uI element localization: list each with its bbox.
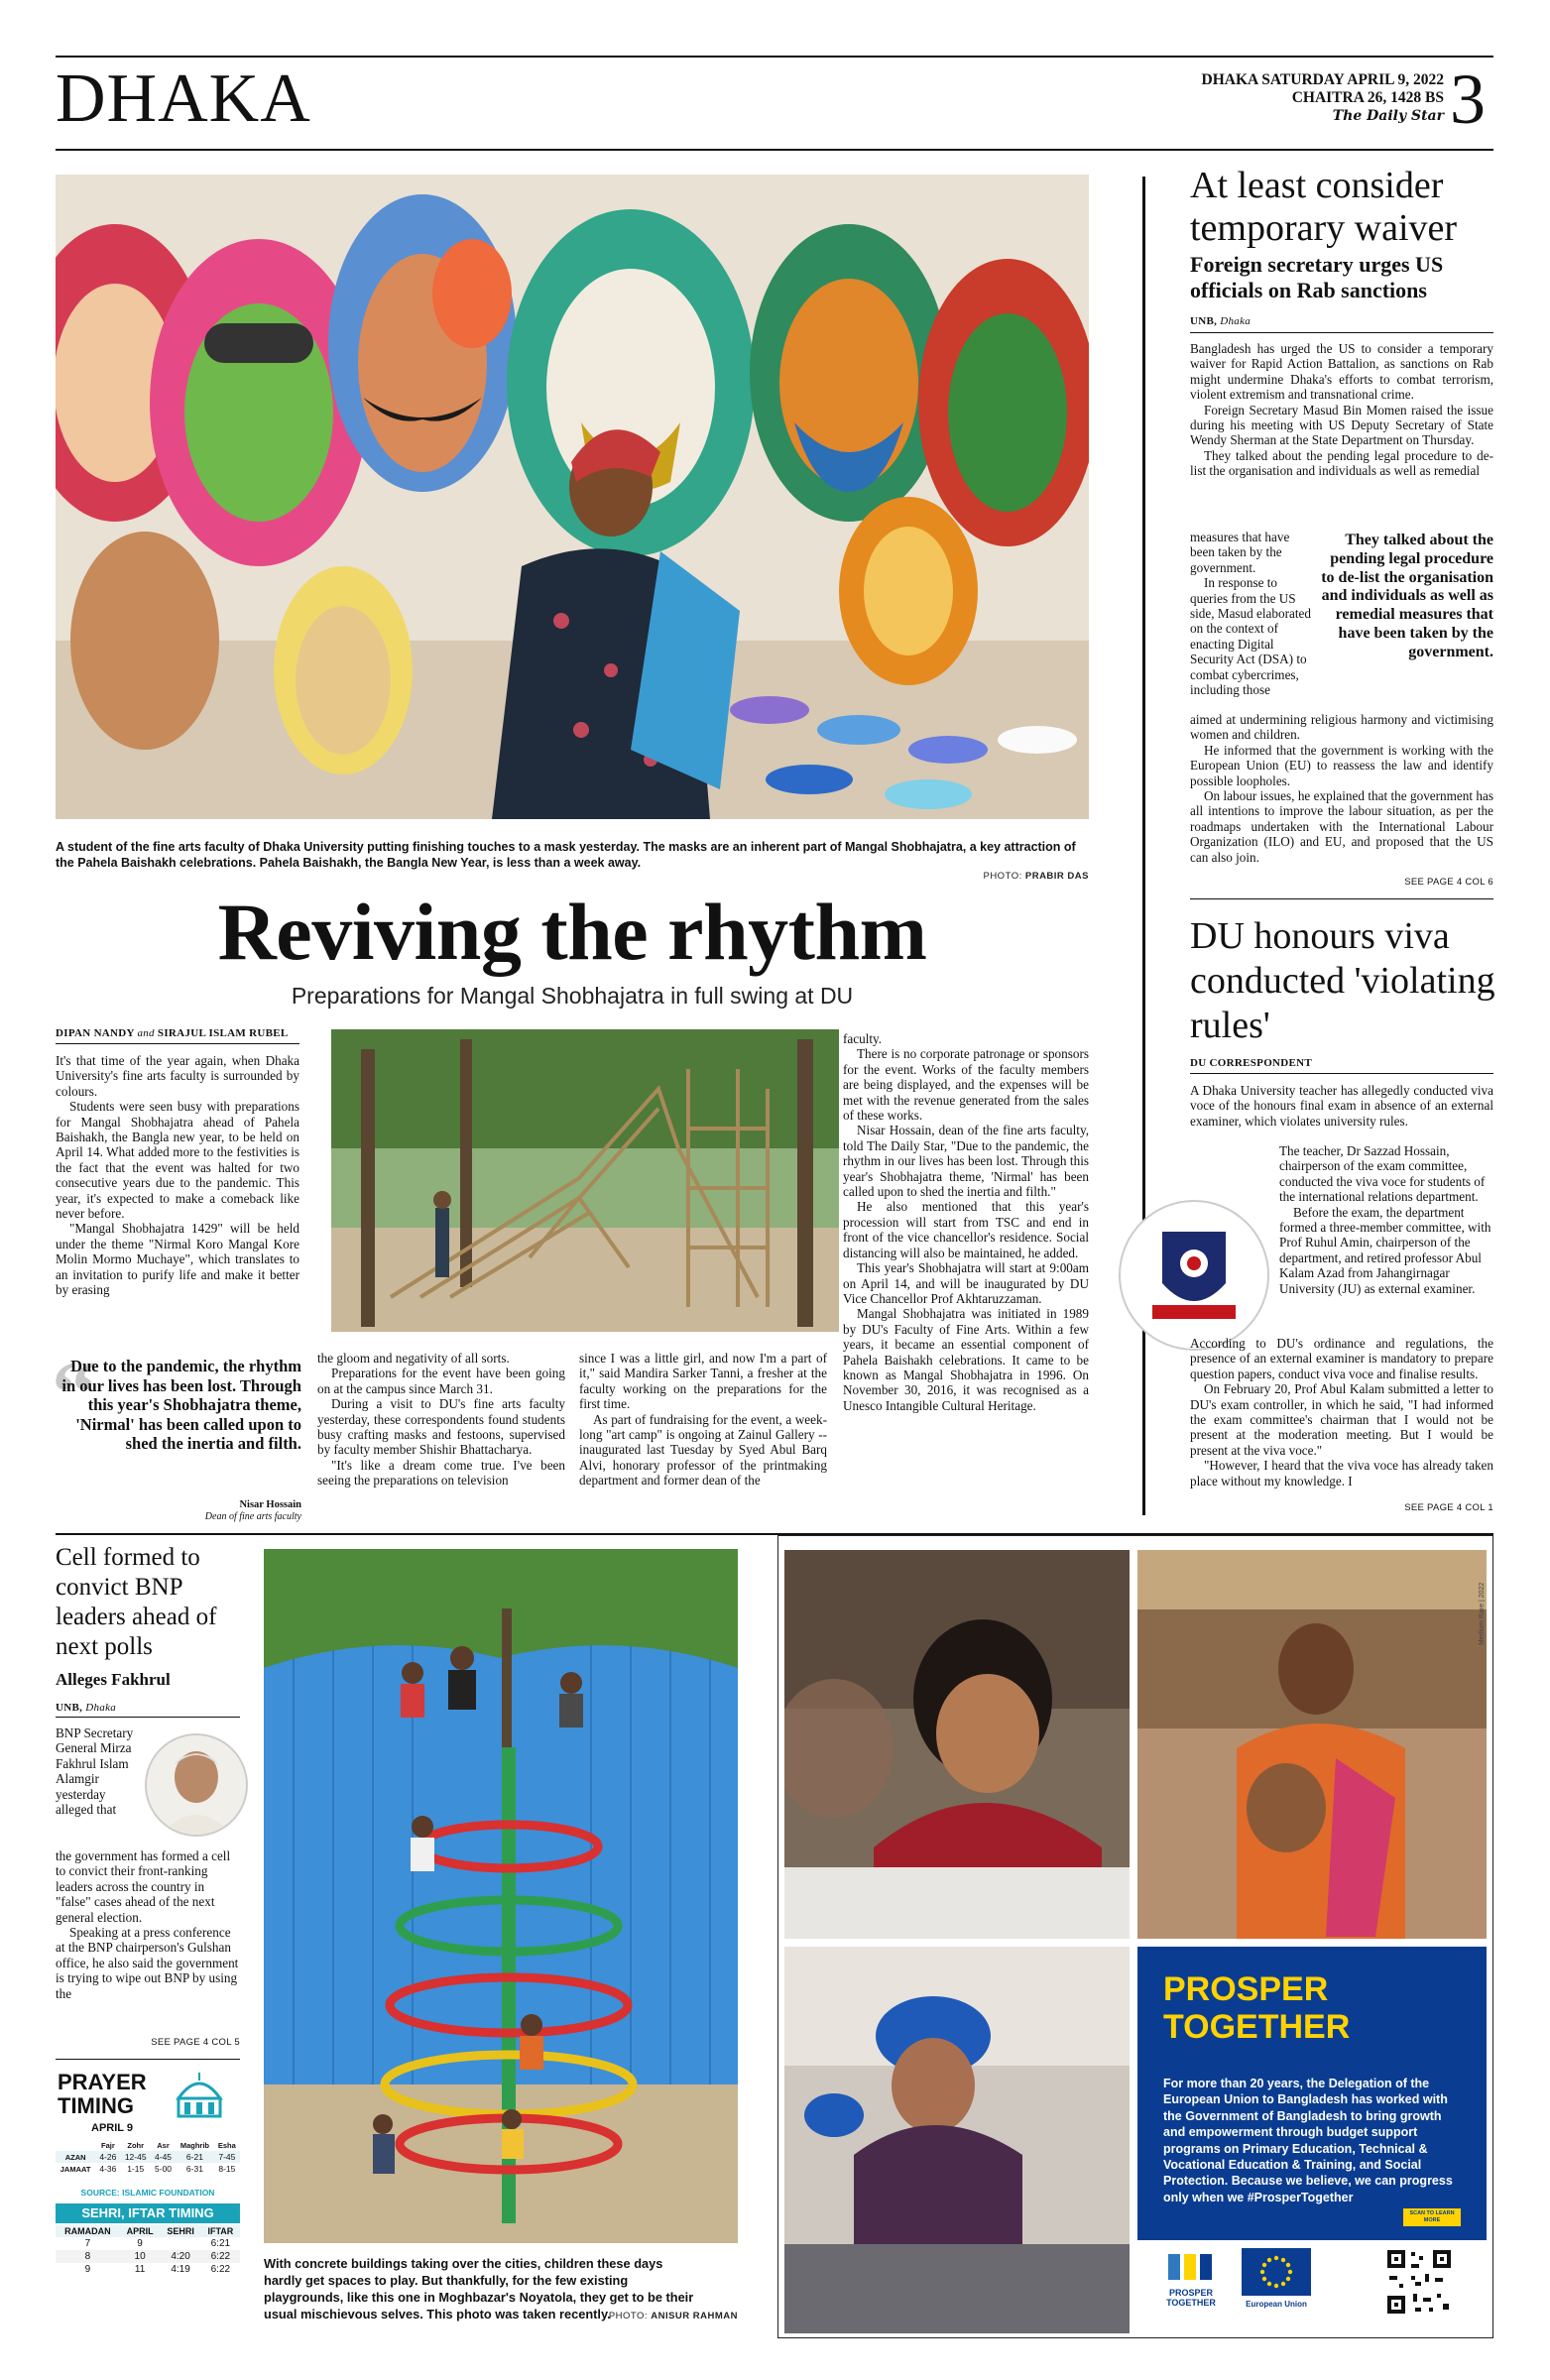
- qr-svg: [1385, 2248, 1453, 2316]
- qr-code-icon[interactable]: [1385, 2248, 1453, 2316]
- rab-headline: At least consider temporary waiver: [1190, 165, 1458, 249]
- rab-para: measures that have been taken by the government.: [1190, 530, 1290, 575]
- masks-illustration: [56, 175, 1089, 819]
- fakhrul-portrait: [145, 1733, 248, 1837]
- rab-para: On labour issues, he explained that the government has all intentions to improve the labour situation, as per the roadmaps undertaken with the International Labour Organization (ILO) and EU, and proposed that the US can also join.: [1190, 788, 1493, 865]
- rab-byline-agency: UNB,: [1190, 315, 1218, 327]
- ad-title-line2: TOGETHER: [1163, 2008, 1351, 2046]
- sehri-header: SEHRI: [167, 2226, 194, 2236]
- ad-side-credit: Medium Rare | 2022: [1479, 1582, 1486, 1645]
- date-text: DHAKA SATURDAY APRIL 9, 2022: [1201, 71, 1444, 88]
- prayer-header: Maghrib: [179, 2141, 209, 2150]
- prayer-cell: 12-45: [124, 2152, 147, 2162]
- sehri-cell: 6:21: [210, 2238, 231, 2249]
- prayer-cell: 4-36: [99, 2164, 117, 2174]
- paper-name: The Daily Star: [1332, 108, 1444, 124]
- rab-body-top: [1190, 341, 1493, 530]
- page-number: 3: [1450, 60, 1486, 139]
- bangla-date-text: CHAITRA 26, 1428 BS: [1291, 89, 1444, 106]
- prosper-logo-icon: [1166, 2250, 1216, 2284]
- rab-para: Bangladesh has urged the US to consider a temporary waiver for Rapid Action Battalion, as sanctions on Rab might undermine Dhaka's efforts to combat terrorism, violent extremism and transnational crime.: [1190, 341, 1493, 403]
- rab-end-rule: [1190, 898, 1493, 899]
- du-para: Before the exam, the department formed a three-member committee, with Prof Ruhul Amin, chairperson of the department, and retired professor Abul Kalam Azad from Jahangirnagar University (JU) as external examiner.: [1279, 1204, 1491, 1296]
- prayer-cell: 5-00: [155, 2164, 173, 2174]
- du-body-narrow: [1279, 1143, 1493, 1336]
- bamboo-structure-photo: [331, 1029, 839, 1332]
- rab-body-bottom: [1190, 712, 1493, 875]
- prayer-cell: 7-45: [218, 2152, 236, 2162]
- lead-col-4: [843, 1031, 1089, 1519]
- playground-illustration: [264, 1549, 738, 2243]
- prosper-together-logo: [1159, 2250, 1223, 2308]
- du-byline-rule: [1190, 1073, 1493, 1074]
- sehri-cell: 10: [134, 2251, 146, 2262]
- sehri-cell: 11: [134, 2264, 146, 2275]
- girl-writing-illustration: [784, 1550, 1130, 1939]
- lead-para: "Mangal Shobhajatra 1429" will be held under the theme "Nirmal Koro Mangal Kore Molin Mormo Muchaye", which translates to an invitation to purify life and make it better by erasing: [56, 1221, 299, 1298]
- du-headline: DU honours viva conducted 'violating rules': [1190, 915, 1495, 1046]
- top-rule: [56, 56, 1493, 58]
- lead-para: Nisar Hossain, dean of the fine arts faculty, told The Daily Star, "Due to the pandemic, the rhythm in our lives has been lost. Through this year's Shobhajatra theme, 'Nirmal' has been called upon to shed the inertia and filth.": [843, 1123, 1089, 1200]
- ad-photo-vocational-student: [784, 1947, 1130, 2333]
- lead-headline: Reviving the rhythm: [217, 887, 927, 977]
- rab-subhead: Foreign secretary urges US officials on Rab sanctions: [1190, 252, 1444, 302]
- lead-para: It's that time of the year again, when Dhaka University's fine arts faculty is surrounded by colours.: [56, 1053, 299, 1099]
- bnp-byline: [56, 1702, 116, 1714]
- prayer-row-azan: [56, 2151, 240, 2163]
- prayer-title-line2: TIMING: [58, 2093, 134, 2118]
- rab-para: They talked about the pending legal procedure to de-list the organisation and individuals as well as remedial: [1190, 447, 1493, 479]
- sehri-cell: 4:19: [171, 2264, 190, 2275]
- prayer-header: Fajr: [100, 2141, 115, 2150]
- prayer-cell: 1-15: [127, 2164, 145, 2174]
- byline-author-b: SIRAJUL ISLAM RUBEL: [157, 1027, 289, 1039]
- eu-logo-text: European Union: [1246, 2300, 1307, 2309]
- bnp-para: Speaking at a press conference at the BNP chairperson's Gulshan office, he also said the government is trying to wipe out BNP by using the: [56, 1925, 239, 2001]
- prayer-header: [56, 2140, 95, 2151]
- sehri-cell: 4:20: [171, 2251, 190, 2262]
- rab-pullquote: They talked about the pending legal procedure to de-list the organisation and individuals as well as remedial measures that have been taken by the government.: [1321, 532, 1493, 660]
- prayer-header-row: [56, 2140, 240, 2151]
- du-para: A Dhaka University teacher has allegedly conducted viva voce of the honours final exam in absence of an external examiner, which violates university rules.: [1190, 1083, 1493, 1129]
- prayer-header: Esha: [217, 2141, 236, 2150]
- rab-byline: [1190, 315, 1251, 327]
- mother-child-illustration: [1137, 1550, 1487, 1939]
- credit-label: PHOTO:: [608, 2311, 649, 2321]
- rab-para: aimed at undermining religious harmony and victimising women and children.: [1190, 712, 1493, 743]
- lead-para: As part of fundraising for the event, a week-long "art camp" is ongoing at Zainul Gallery -- inaugurated last Tuesday by Syed Abul Barq Alvi, honorary professor of the printmaking department and former dean of the: [579, 1411, 827, 1488]
- main-photo-masks: [56, 175, 1089, 819]
- rab-byline-place: Dhaka: [1220, 315, 1252, 327]
- rab-body-narrow: [1190, 530, 1313, 712]
- du-para: According to DU's ordinance and regulations, the presence of an external examiner is mandatory to prepare question papers, conduct viva voce and finalise results.: [1190, 1336, 1493, 1381]
- lead-col-3: [579, 1351, 827, 1519]
- ad-logos-bar: [1137, 2240, 1487, 2333]
- main-photo-caption: A student of the fine arts faculty of Dhaka University putting finishing touches to a mask yesterday. The masks are an inherent part of Mangal Shobhajatra, a key attraction of the Pahela Baishakh celebrations. Pahela Baishakh, the Bangla New Year, is less than a week away.: [56, 840, 1076, 870]
- sehri-row: [56, 2237, 240, 2250]
- quote-role: Dean of fine arts faculty: [204, 1511, 301, 1522]
- sehri-cell: [160, 2237, 200, 2250]
- bnp-end-rule: [56, 2059, 240, 2060]
- prayer-cell: 4-26: [99, 2152, 117, 2162]
- credit-name: PRABIR DAS: [1024, 871, 1089, 882]
- byline-author-a: DIPAN NANDY: [56, 1027, 135, 1039]
- lead-col-2: [317, 1351, 565, 1519]
- together-logo-text: TOGETHER: [1166, 2298, 1216, 2308]
- playground-caption: With concrete buildings taking over the cities, children these days hardly get spaces to play. But thankfully, for the few existing playgrounds, like this one in Moghbazar's Noyatola, they get to be their usual mischievous selves. This photo was taken recently.: [264, 2256, 694, 2321]
- du-para: On February 20, Prof Abul Kalam submitted a letter to DU's exam controller, in which he said, "I had informed the exam committee's chairman that I would not be present at the moderation meeting. But I would be present at the viva voce.": [1190, 1381, 1493, 1458]
- prayer-cell: 4-45: [155, 2152, 173, 2162]
- bnp-para: BNP Secretary General Mirza Fakhrul Islam Alamgir yesterday alleged that: [56, 1726, 134, 1818]
- rab-para: In response to queries from the US side, Masud elaborated on the context of enacting Digital Security Act (DSA) to combat cybercrimes, including those: [1190, 575, 1311, 698]
- lead-para: Mangal Shobhajatra was initiated in 1989 by DU's Faculty of Fine Arts. Within a few years, it became an essential component of Pahela Baishakh celebrations. It came to be known as Mangal Shobhajatra in 1996. On November 30, 2016, it was recognised as a Unesco Intangible Cultural Heritage.: [843, 1306, 1089, 1413]
- prayer-source: SOURCE: ISLAMIC FOUNDATION: [80, 2188, 215, 2198]
- rab-para: He informed that the government is working with the European Union (EU) to reassess the law and identify possible loopholes.: [1190, 742, 1493, 788]
- ad-photo-mother-child: [1137, 1550, 1487, 1939]
- sehri-title: SEHRI, IFTAR TIMING: [56, 2203, 240, 2223]
- ad-title-line1: PROSPER: [1163, 1970, 1329, 2008]
- sehri-cell: 9: [84, 2264, 91, 2275]
- bnp-body-wide: [56, 1848, 240, 2033]
- du-logo: [1119, 1200, 1269, 1351]
- du-body-bottom: [1190, 1336, 1493, 1500]
- du-see-page-link[interactable]: SEE PAGE 4 COL 1: [1404, 1502, 1493, 1513]
- sehri-row: [56, 2250, 240, 2263]
- lead-para: He also mentioned that this year's procession will start from TSC and end in front of the vice chancellor's residence. Social distancing will also be maintained, he added.: [843, 1199, 1089, 1260]
- prayer-title-line1: PRAYER: [58, 2070, 147, 2094]
- prayer-header: Zohr: [127, 2141, 145, 2150]
- bnp-see-page-link[interactable]: SEE PAGE 4 COL 5: [151, 2037, 240, 2048]
- sehri-cell: 7: [84, 2238, 91, 2249]
- ad-blue-panel: [1137, 1947, 1487, 2240]
- sehri-row: [56, 2263, 240, 2276]
- lead-pullquote: Due to the pandemic, the rhythm in our lives has been lost. Through this year's Shobhajatra theme, 'Nirmal' has been called upon to shed the inertia and filth.: [61, 1357, 301, 1454]
- lead-para: Students were seen busy with preparations for Mangal Shobhajatra ahead of Pahela Baishakh, the Bangla new year, to be held on April 14. What added more to the festivities is the fact that the event was halted for two consecutive years due to the pandemic. This year, it's expected to make a comeback like never before.: [56, 1099, 299, 1222]
- section-title: DHAKA: [56, 60, 311, 137]
- ad-body: For more than 20 years, the Delegation of the European Union to Bangladesh has worked with the Government of Bangladesh to bring growth and empowerment through budget support programs on Primary Education, Technical & Vocational Education & Training, and Social Protection. Because we believe, we can progress only when we #ProsperTogether: [1163, 2077, 1453, 2204]
- credit-name: ANISUR RAHMAN: [651, 2311, 738, 2321]
- prayer-cell: JAMAAT: [60, 2164, 91, 2174]
- bnp-body-narrow: [56, 1726, 139, 1848]
- date-line: [1091, 71, 1444, 125]
- main-photo-credit: [893, 871, 1089, 882]
- lead-para: "It's like a dream come true. I've been seeing the preparations on television: [317, 1457, 565, 1488]
- lead-para: Preparations for the event have been going on at the campus since March 31.: [317, 1366, 565, 1396]
- du-body-top: [1190, 1083, 1493, 1142]
- playground-photo: [264, 1549, 738, 2243]
- du-byline: DU CORRESPONDENT: [1190, 1057, 1313, 1069]
- bnp-headline: Cell formed to convict BNP leaders ahead of next polls: [56, 1544, 217, 1660]
- playground-credit: [555, 2311, 738, 2321]
- quote-author: Nisar Hossain: [239, 1499, 301, 1510]
- prayer-table: [56, 2140, 240, 2175]
- prayer-row-jamaat: [56, 2163, 240, 2175]
- credit-label: PHOTO:: [983, 871, 1022, 882]
- ad-scan-badge[interactable]: SCAN TO LEARN MORE: [1403, 2208, 1461, 2226]
- prayer-header: Asr: [157, 2141, 170, 2150]
- bnp-byline-place: Dhaka: [85, 1702, 117, 1714]
- bnp-para: the government has formed a cell to convict their front-ranking leaders across the country in "false" cases ahead of the next general election.: [56, 1848, 231, 1925]
- sehri-header-row: [56, 2225, 240, 2237]
- rab-para: Foreign Secretary Masud Bin Momen raised the issue during his meeting with US Deputy Secretary of State Wendy Sherman at the State Department on Thursday.: [1190, 402, 1493, 448]
- bnp-byline-agency: UNB,: [56, 1702, 83, 1714]
- du-para: The teacher, Dr Sazzad Hossain, chairperson of the exam committee, conducted the viva voce for students of the international relations department.: [1279, 1143, 1486, 1205]
- du-para: "However, I heard that the viva voce has already taken place without my knowledge. I: [1190, 1458, 1493, 1488]
- lead-para: There is no corporate patronage or sponsors for the event. Works of the faculty members are being displayed, and the expenses will be met with the revenue generated from the sales of these works.: [843, 1046, 1089, 1124]
- lead-para: since I was a little girl, and now I'm a part of it," said Mandira Sarker Tanni, a fresher at the faculty working on the preparations for the first time.: [579, 1351, 827, 1412]
- prayer-cell: AZAN: [64, 2152, 86, 2162]
- eu-logo: [1237, 2248, 1316, 2309]
- ad-photo-girl-writing: [784, 1550, 1130, 1939]
- bnp-subhead: Alleges Fakhrul: [56, 1670, 171, 1689]
- lead-byline: [56, 1027, 303, 1039]
- masthead-rule: [56, 149, 1493, 151]
- byline-rule: [56, 1043, 299, 1044]
- sehri-header: IFTAR: [207, 2226, 234, 2236]
- eu-flag-icon: [1242, 2248, 1311, 2296]
- ad-title: [1163, 1970, 1350, 2046]
- rab-see-page-link[interactable]: SEE PAGE 4 COL 6: [1404, 877, 1493, 888]
- sehri-cell: 9: [137, 2238, 143, 2249]
- sehri-cell: 6:22: [210, 2251, 231, 2262]
- mosque-svg: [169, 2069, 230, 2120]
- portrait-illustration: [147, 1735, 246, 1835]
- du-crest-icon: [1121, 1202, 1267, 1349]
- byline-and: and: [137, 1027, 155, 1039]
- bamboo-illustration: [331, 1029, 839, 1332]
- mosque-icon: [169, 2069, 230, 2120]
- quote-mark-icon: “: [52, 1344, 96, 1442]
- sehri-header: RAMADAN: [64, 2226, 111, 2236]
- sehri-header: APRIL: [126, 2226, 154, 2236]
- prayer-date: APRIL 9: [91, 2122, 133, 2134]
- lead-subhead: Preparations for Mangal Shobhajatra in full swing at DU: [291, 983, 854, 1009]
- sehri-table: [56, 2225, 240, 2276]
- lead-para: faculty.: [843, 1031, 883, 1046]
- lead-para: During a visit to DU's fine arts faculty yesterday, these correspondents found students busy crafting masks and festoons, supervised by faculty member Shishir Bhattacharya.: [317, 1396, 565, 1458]
- prosper-logo-text: PROSPER: [1168, 2288, 1213, 2298]
- lead-para: This year's Shobhajatra will start at 9:00am on April 14, and will be inaugurated by DU Vice Chancellor Prof Akhtaruzzaman.: [843, 1260, 1089, 1306]
- prayer-title: [58, 2071, 147, 2118]
- bnp-byline-rule: [56, 1717, 240, 1718]
- eu-advertisement[interactable]: [777, 1535, 1493, 2338]
- lead-col-1: [56, 1053, 299, 1331]
- lead-para: the gloom and negativity of all sorts.: [317, 1351, 510, 1366]
- prayer-cell: 6-31: [185, 2164, 203, 2174]
- prayer-cell: 8-15: [218, 2164, 236, 2174]
- rab-byline-rule: [1190, 332, 1493, 333]
- sehri-cell: 8: [84, 2251, 91, 2262]
- sehri-cell: 6:22: [210, 2264, 231, 2275]
- vocational-illustration: [784, 1947, 1130, 2333]
- prayer-cell: 6-21: [185, 2152, 203, 2162]
